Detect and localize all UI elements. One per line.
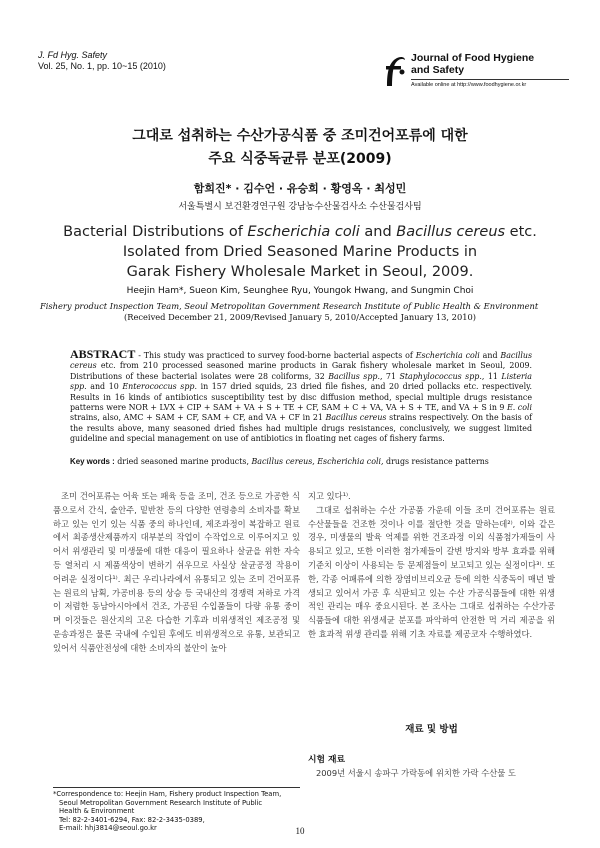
- body-right-column: [308, 490, 555, 642]
- journal-citation: Vol. 25, No. 1, pp. 10~15 (2010): [38, 61, 166, 71]
- abstract: ABSTRACT - This study was practiced to survey food-borne bacterial aspects of Escherichia coli and Bacillus cereus etc. from 210 processed seasoned marine products in Garak fishery wholesale market in Seoul, 2009. Distributions of these bacterial isolates were 28 coliforms, 32 Bacillus spp., 71 Staphylococcus spp., 11 Listeria spp. and 10 Enterococcus spp. in 157 dried squids, 23 dried file fishes, and 20 dried pollacks etc. respectively. Results in 16 kinds of antibiotics susceptibility test by disc diffusion method, special multiple drugs resistance patterns were NOR + LVX + CIP + SAM + VA + S + TE + CF, SAM + C + VA, VA + S + TE, and VA + S in 9 E. coli strains, also, AMC + SAM + CF, SAM + CF, and VA + CF in 21 Bacillus cereus strains respectively. On the basis of the results above, many seasoned dried fishes had multiple drugs resistances, conclusively, we suggest limited guideline and special management on use of antibiotics in floating net cages of fishery farms.: [70, 347, 533, 444]
- footnote-line: Seoul Metropolitan Government Research Institute of Public: [59, 798, 263, 807]
- keywords: Key words : dried seasoned marine products, Bacillus cereus, Escherichia coli, drugs resistance patterns: [70, 457, 489, 466]
- korean-title-line-1: 그대로 섭취하는 수산가공식품 중 조미건어포류에 대한: [132, 128, 468, 144]
- logo-rule: [411, 79, 569, 80]
- korean-title-line-2: 주요 식중독균류 분포(2009): [208, 151, 392, 167]
- sub-heading: 시험 재료: [308, 755, 346, 765]
- section-heading: 재료 및 방법: [405, 724, 458, 735]
- page-number: 10: [295, 826, 305, 836]
- english-title-line-1: Bacterial Distributions of Escherichia coli and Bacillus cereus etc.: [63, 224, 537, 240]
- keywords-label: Key words :: [70, 457, 115, 466]
- body-left-column: [53, 490, 300, 656]
- footnote-line: Tel: 82-2-3401-6294, Fax: 82-2-3435-0389,: [59, 815, 205, 824]
- body-paragraph: 조미 건어포류는 어육 또는 패육 등을 조미, 건조 등으로 가공한 식품으로서 간식, 술안주, 밑반찬 등의 다양한 연령층의 소비자를 확보하고 있는 인기 있는 식품 중의 하나인데, 제조과정이 복잡하고 원료에서 최종생산제품까지 대부분의 작업이 수작업으로 이루어지고 있어서 위생관리 및 미생물에 대한 대응이 필요하나 살균을 위한 자숙 등 열처리 시 제품색상이 변하기 쉬우므로 사실상 살균공정 작용이 어려운 실정이다¹⁾. 최근 우리나라에서 유통되고 있는 조미 건어포류는 원료의 남획, 가공비용 등의 상승 등 국내산의 경쟁력 저하로 가격이 저렴한 동남아시아에서 건조, 가공된 수입품들이 다량 유통 중이며 이것들은 원산지의 고온 다습한 기후과 비위생적인 제조공정 및 운송과정은 물론 국내에 수입된 후에도 비위생적으로 유통, 보관되고 있어서 식품안전성에 대한 소비자의 불안이 높아: [53, 491, 300, 653]
- footnote-line: Health & Environment: [59, 807, 135, 816]
- body-paragraph-continued: 지고 있다¹⁾.: [308, 491, 351, 501]
- english-authors: Heejin Ham*, Sueon Kim, Seunghee Ryu, Youngok Hwang, and Sungmin Choi: [126, 286, 474, 296]
- journal-reference: [38, 50, 166, 72]
- journal-abbrev: J. Fd Hyg. Safety: [38, 50, 108, 60]
- logo-line-1: Journal of Food Hygiene: [411, 52, 535, 64]
- english-title-line-2: Isolated from Dried Seasoned Marine Products in: [122, 244, 478, 260]
- english-title-line-3: Garak Fishery Wholesale Market in Seoul, 2009.: [126, 264, 474, 280]
- footnote-line: *Correspondence to: Heejin Ham, Fishery product Inspection Team,: [53, 790, 282, 798]
- section-text: 2009년 서울시 송파구 가락동에 위치한 가락 수산물 도: [316, 768, 516, 778]
- korean-title: [0, 125, 600, 171]
- korean-affiliation: 서울특별시 보건환경연구원 강남농수산물검사소 수산물검사팀: [178, 202, 422, 212]
- english-affiliation: Fishery product Inspection Team, Seoul Metropolitan Government Research Institute of Public Health & Environment: [40, 301, 539, 311]
- body-paragraph: 그대로 섭취하는 수산 가공품 가운데 이들 조미 건어포류는 원료 수산물들을 건조한 것이나 이를 절단한 것을 말하는데²⁾, 이와 같은 경우, 미생물의 발육 억제를 위한 건조과정 이외 식품첨가제들이 사용되고 있고, 또한 이러한 첨가제들이 갈변 방지와 방부 효과를 위해 기준치 이상이 사용되는 등 문제점들이 보고되고 있는 실정이다³⁾. 또한, 각종 어패류에 의한 장염비브리오균 등에 의한 식중독이 매년 발생되고 있어서 가공 후 식판되고 있는 수산 가공식품들에 대한 위생적인 관리는 매우 중요시된다. 본 조사는 그대로 섭취하는 수산가공식품들에 대한 위생세균 분포를 파악하여 안전한 먹 거리 제공을 위한 효과적 위생 관리를 위해 기초 자료를 제공코자 수행하였다.: [308, 504, 555, 639]
- journal-logo: [383, 52, 583, 96]
- abstract-label: ABSTRACT: [70, 347, 136, 361]
- english-title: [0, 222, 600, 282]
- received-dates: (Received December 21, 2009/Revised January 5, 2010/Accepted January 13, 2010): [123, 312, 477, 322]
- logo-line-2: and Safety: [411, 64, 465, 76]
- korean-authors: 함희진* · 김수언 · 유승희 · 황영옥 · 최성민: [193, 182, 407, 195]
- logo-url: Available online at http://www.foodhygiene.or.kr: [411, 82, 527, 88]
- footnote-line: E-mail: hhj3814@seoul.go.kr: [59, 824, 157, 833]
- journal-emblem-icon: [383, 52, 407, 88]
